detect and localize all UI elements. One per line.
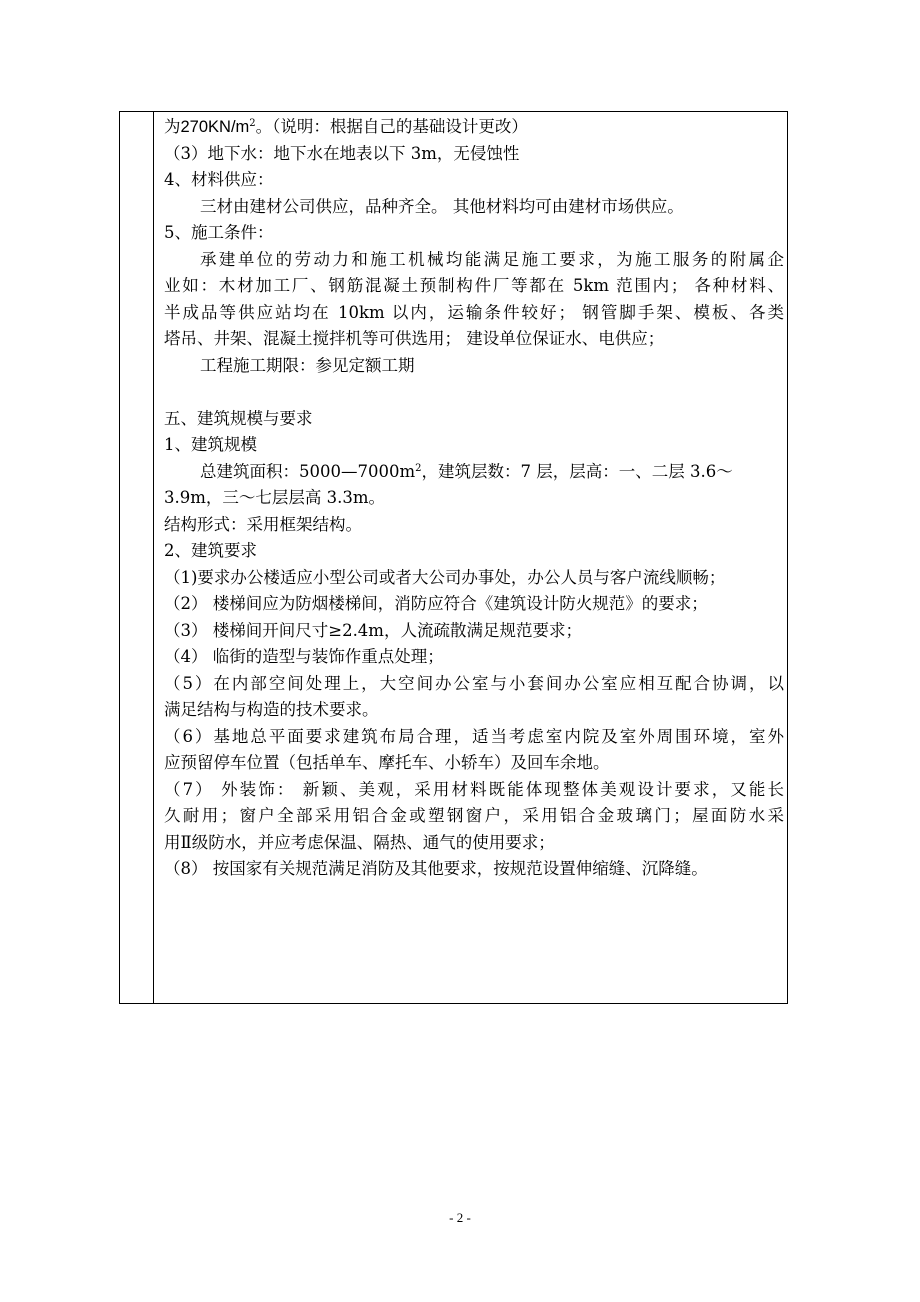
document-table bbox=[119, 111, 788, 1004]
requirement-item: （5）在内部空间处理上，大空间办公室与小套间办公室应相互配合协调，以 bbox=[164, 673, 784, 693]
text-line: 为$270KN/m^2$。（说明：根据自己的基础设计更改） bbox=[164, 117, 528, 136]
text-line: 3.9m，三～七层层高 3.3m。 bbox=[164, 488, 386, 507]
subsection-heading: 2、建筑要求 bbox=[164, 541, 257, 560]
section-heading: 4、材料供应： bbox=[164, 170, 274, 189]
text-line: 半成品等供应站均在 10km 以内，运输条件较好； 钢管脚手架、模板、各类 bbox=[164, 302, 784, 322]
table-content-cell bbox=[164, 114, 784, 883]
requirement-item: （1)要求办公楼适应小型公司或者大公司办事处，办公人员与客户流线顺畅； bbox=[164, 567, 726, 587]
requirement-item: （2） 楼梯间应为防烟楼梯间，消防应符合《建筑设计防火规范》的要求； bbox=[164, 594, 708, 613]
text-line: 用Ⅱ级防水，并应考虑保温、隔热、通气的使用要求； bbox=[164, 832, 555, 852]
requirement-item: （4） 临街的造型与装饰作重点处理； bbox=[164, 647, 444, 666]
text-line: 总建筑面积：$5000—7000m^2$，建筑层数：7 层，层高：一、二层 3.6～ bbox=[200, 461, 733, 481]
requirement-item: （8） 按国家有关规范满足消防及其他要求，按规范设置伸缩缝、沉降缝。 bbox=[164, 859, 708, 878]
section-heading: 五、建筑规模与要求 bbox=[164, 408, 313, 428]
text-line: 应预留停车位置（包括单车、摩托车、小轿车）及回车余地。 bbox=[164, 753, 610, 772]
text-line: 结构形式：采用框架结构。 bbox=[164, 514, 362, 534]
blank-line bbox=[164, 379, 784, 406]
section-heading: 5、施工条件： bbox=[164, 223, 274, 242]
page-number: - 2 - bbox=[449, 1210, 471, 1225]
table-left-column bbox=[120, 112, 154, 1003]
text-line: 久耐用；窗户全部采用铝合金或塑钢窗户，采用铝合金玻璃门；屋面防水采 bbox=[164, 806, 784, 825]
text-line: 业如：木材加工厂、钢筋混凝土预制构件厂等都在 5km 范围内； 各种材料、 bbox=[164, 276, 784, 295]
text-line: 承建单位的劳动力和施工机械均能满足施工要求，为施工服务的附属企 bbox=[200, 249, 784, 269]
text-line: 三材由建材公司供应，品种齐全。 其他材料均可由建材市场供应。 bbox=[200, 196, 684, 216]
text-line: 满足结构与构造的技术要求。 bbox=[164, 700, 379, 719]
text-line: 塔吊、井架、混凝土搅拌机等可供选用； 建设单位保证水、电供应； bbox=[164, 329, 665, 348]
requirement-item: （6）基地总平面要求建筑布局合理，适当考虑室内院及室外周围环境，室外 bbox=[164, 726, 784, 746]
requirement-item: （3） 楼梯间开间尺寸≥2.4m，人流疏散满足规范要求； bbox=[164, 620, 582, 640]
text-line: 工程施工期限：参见定额工期 bbox=[200, 355, 415, 375]
subsection-heading: 1、建筑规模 bbox=[164, 435, 257, 454]
requirement-item: （7） 外装饰： 新颖、美观，采用材料既能体现整体美观设计要求，又能长 bbox=[164, 779, 784, 799]
text-line: （3）地下水：地下水在地表以下 3m，无侵蚀性 bbox=[164, 143, 520, 163]
